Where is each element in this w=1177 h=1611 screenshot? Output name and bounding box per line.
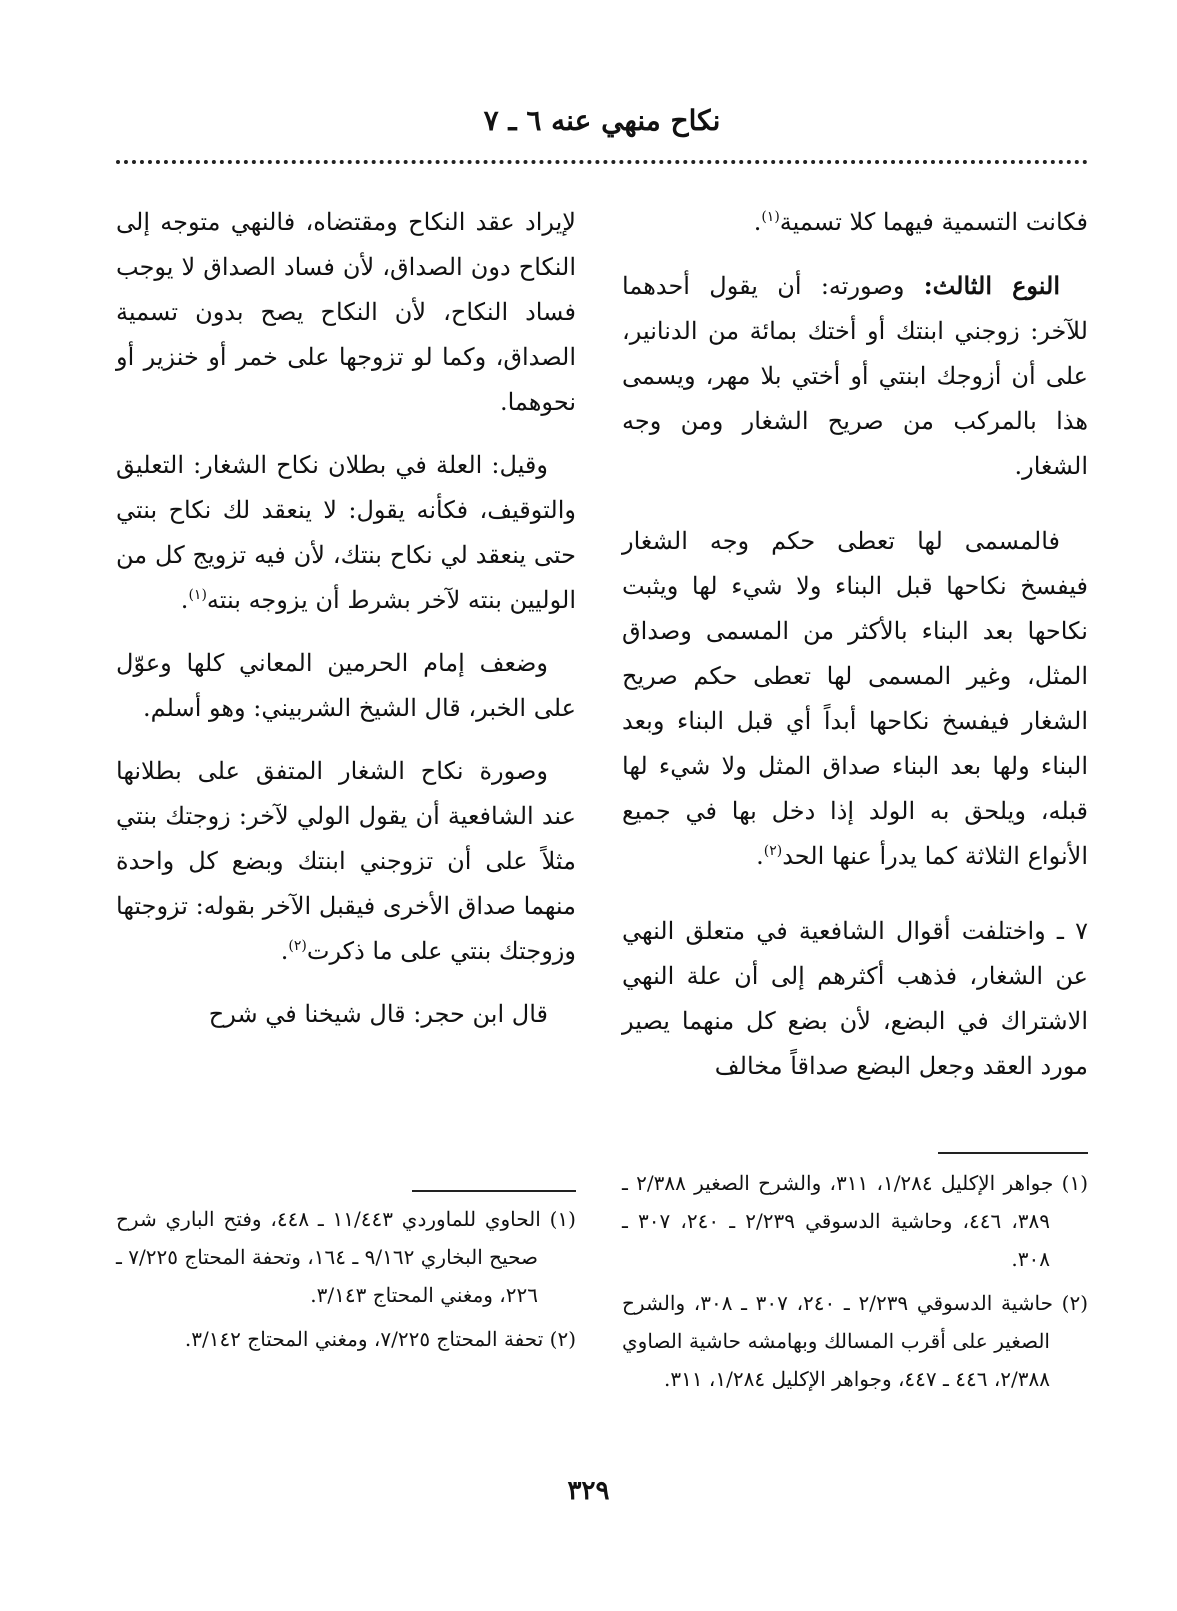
footnotes-right [622,1164,1088,1404]
left-paragraph-2 [116,443,576,623]
footnote-ref: (١) [761,209,780,225]
footnote-divider-right [938,1152,1088,1154]
left-column [116,200,576,1055]
left-paragraph-2-text: وقيل: العلة في بطلان نكاح الشغار: التعليق والتوقيف، فكأنه يقول: لا ينعقد لك نكاح بنتي حتى ينعقد لي نكاح بنتك، لأن فيه تزويج كل من الوليين بنته لآخر بشرط أن يزوجه بنته [116,451,576,614]
left-paragraph-4-text: وصورة نكاح الشغار المتفق على بطلانها عند الشافعية أن يقول الولي لآخر: زوجتك بنتي مثلاً على أن تزوجني ابنتك وبضع كل واحدة منهما صداق الأخرى فيقبل الآخر بقوله: تزوجتها وزوجتك بنتي على ما ذكرت [116,757,576,965]
footnote-left-1: (١) الحاوي للماوردي ١١/٤٤٣ ـ ٤٤٨، وفتح الباري شرح صحيح البخاري ٩/١٦٢ ـ ١٦٤، وتحفة المحتاج ٧/٢٢٥ ـ ٢٢٦، ومغني المحتاج ٣/١٤٣. [116,1207,576,1307]
right-paragraph-4: ٧ ـ واختلفت أقوال الشافعية في متعلق النهي عن الشغار، فذهب أكثرهم إلى أن علة النهي الاشتراك في البضع، لأن بضع كل منهما يصير مورد العقد وجعل البضع صداقاً مخالف [622,917,1088,1080]
footnotes-left [116,1200,576,1364]
right-paragraph-3-text: فالمسمى لها تعطى حكم وجه الشغار فيفسخ نكاحها قبل البناء ولا شيء لها ويثبت نكاحها بعد البناء بالأكثر من المسمى وصداق المثل، وغير المسمى لها تعطى حكم صريح الشغار فيفسخ نكاحها أبداً أي قبل البناء وبعد البناء ولها بعد البناء صداق المثل ولا شيء لها قبله، ويلحق به الولد إذا دخل بها في جميع الأنواع الثلاثة كما يدرأ عنها الحد [622,527,1088,870]
left-paragraph-4 [116,749,576,974]
footnote-left-2: (٢) تحفة المحتاج ٧/٢٢٥، ومغني المحتاج ٣/١٤٢. [184,1327,576,1351]
right-paragraph-2-text: وصورته: أن يقول أحدهما للآخر: زوجني ابنتك أو أختك بمائة من الدنانير، على أن أزوجك ابنتي أو أختي بلا مهر، ويسمى هذا بالمركب من صريح الشغار ومن وجه الشغار. [622,272,1088,480]
page-number: ٣٢٩ [567,1476,610,1506]
footnote-ref: (١) [188,587,207,603]
footnote-ref: (٢) [288,938,307,954]
right-paragraph-3-end: . [756,842,764,870]
left-paragraph-2-end: . [180,586,189,614]
right-paragraph-1-end: . [753,208,762,236]
left-paragraph-4-end: . [280,937,289,965]
left-paragraph-3: وضعف إمام الحرمين المعاني كلها وعوّل على الخبر، قال الشيخ الشربيني: وهو أسلم. [116,649,576,722]
section-label: النوع الثالث: [923,271,1061,300]
right-paragraph-1-text: فكانت التسمية فيهما كلا تسمية [779,208,1088,236]
left-paragraph-5: قال ابن حجر: قال شيخنا في شرح [208,1000,548,1028]
footnote-right-2: (٢) حاشية الدسوقي ٢/٢٣٩ ـ ٢٤٠، ٣٠٧ ـ ٣٠٨، والشرح الصغير على أقرب المسالك وبهامشه حاشية الصاوي ٢/٣٨٨، ٤٤٦ ـ ٤٤٧، وجواهر الإكليل ١/٢٨٤، ٣١١. [622,1291,1088,1391]
right-paragraph-1 [622,200,1088,245]
page-title: نكاح منهي عنه ٦ ـ ٧ [483,104,721,137]
right-column [622,200,1088,1107]
header-dotted-rule [116,160,1088,164]
footnote-right-1: (١) جواهر الإكليل ١/٢٨٤، ٣١١، والشرح الصغير ٢/٣٨٨ ـ ٣٨٩، ٤٤٦، وحاشية الدسوقي ٢/٢٣٩ ـ ٢٤٠، ٣٠٧ ـ ٣٠٨. [622,1171,1089,1271]
right-paragraph-2 [622,263,1088,489]
footnote-ref: (٢) [763,843,783,859]
left-paragraph-1: لإيراد عقد النكاح ومقتضاه، فالنهي متوجه إلى النكاح دون الصداق، لأن فساد الصداق لا يوجب فساد النكاح، لأن النكاح يصح بدون تسمية الصداق، وكما لو تزوجها على خمر أو خنزير أو نحوهما. [116,208,576,416]
footnote-divider-left [412,1190,576,1192]
right-paragraph-3 [622,519,1088,879]
